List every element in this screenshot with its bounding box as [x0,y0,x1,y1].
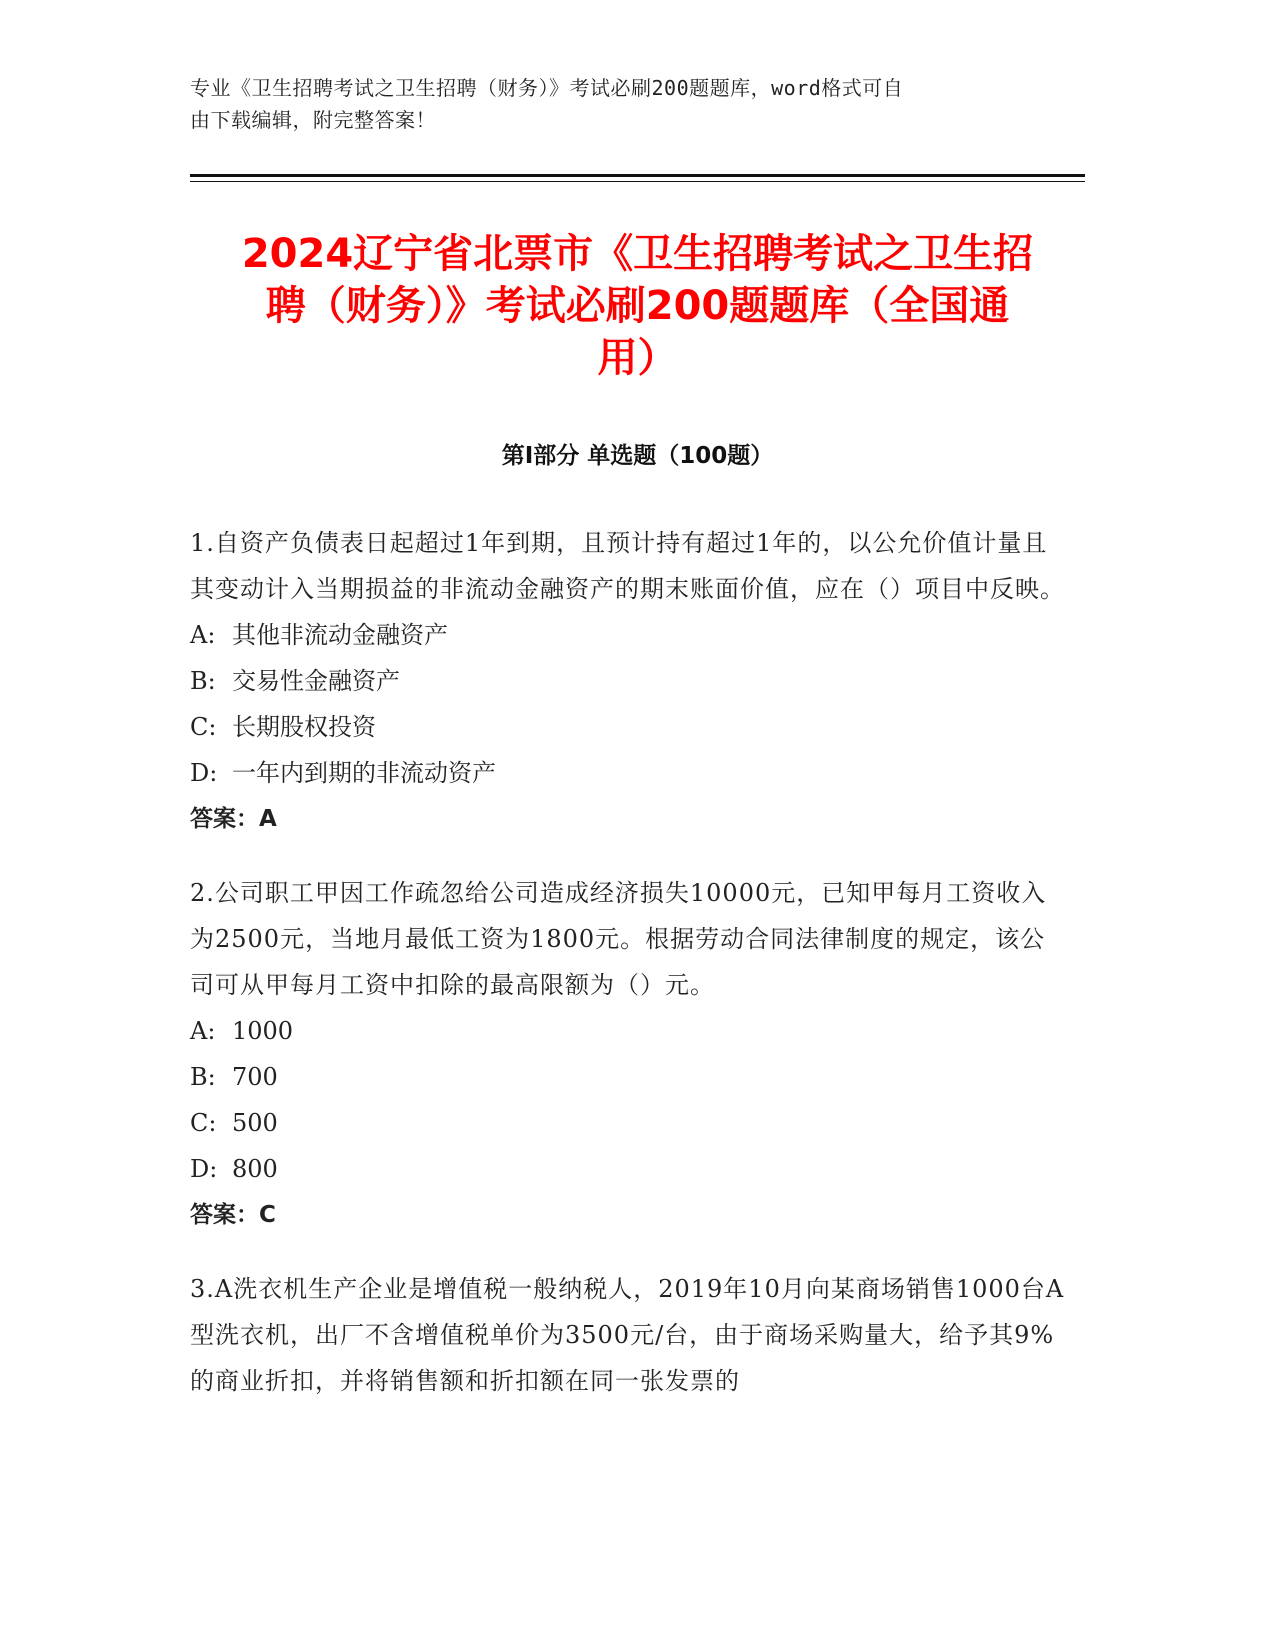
question-stem: 2.公司职工甲因工作疏忽给公司造成经济损失10000元，已知甲每月工资收入为2500元，当地月最低工资为1800元。根据劳动合同法律制度的规定，该公司可从甲每月工资中扣除的最高限额为（）元。 [190,879,1047,999]
option-text: 800 [232,1155,278,1183]
option-c [190,1100,1070,1146]
option-text: 交易性金融资产 [232,667,400,695]
title-line-1: 2024辽宁省北票市《卫生招聘考试之卫生招 [241,231,1034,277]
title-line-2: 聘（财务）》考试必刷200题题库（全国通 [265,283,1010,329]
option-letter: C: [190,713,217,741]
title-line-3: 用） [597,335,678,381]
option-d [190,1146,1070,1192]
option-letter: A: [190,1017,216,1045]
option-letter: C: [190,1109,217,1137]
question-stem: 1.自资产负债表日起超过1年到期，且预计持有超过1年的，以公允价值计量且其变动计入当期损益的非流动金融资产的期末账面价值，应在（）项目中反映。 [190,529,1065,603]
option-d [190,750,1070,796]
option-letter: B: [190,667,216,695]
option-a [190,612,1070,658]
answer-label: 答案：C [190,1202,276,1228]
option-text: 其他非流动金融资产 [232,621,448,649]
header-divider-thin [190,181,1085,182]
question-list [190,520,1070,1432]
option-letter: D: [190,759,218,787]
question-1 [190,520,1070,842]
option-text: 500 [232,1109,278,1137]
header-line-2: 由下载编辑，附完整答案！ [190,108,436,132]
question-stem: 3.A洗衣机生产企业是增值税一般纳税人，2019年10月向某商场销售1000台A型洗衣机，出厂不含增值税单价为3500元/台，由于商场采购量大，给予其9%的商业折扣，并将销售额和折扣额在同一张发票的 [190,1275,1065,1395]
option-letter: A: [190,621,216,649]
section-title: 第Ⅰ部分 单选题（100题） [501,443,774,469]
option-text: 长期股权投资 [232,713,376,741]
option-a [190,1008,1070,1054]
option-b [190,1054,1070,1100]
question-2 [190,870,1070,1238]
question-3 [190,1266,1070,1404]
option-letter: B: [190,1063,216,1091]
header-description [190,72,1070,136]
option-text: 一年内到期的非流动资产 [232,759,496,787]
answer-label: 答案：A [190,806,277,832]
option-letter: D: [190,1155,218,1183]
header-line-1: 专业《卫生招聘考试之卫生招聘（财务）》考试必刷200题题库，word格式可自 [190,76,904,100]
option-text: 1000 [232,1017,294,1045]
option-c [190,704,1070,750]
option-b [190,658,1070,704]
document-title [160,228,1115,384]
header-divider-thick [190,174,1085,177]
option-text: 700 [232,1063,278,1091]
